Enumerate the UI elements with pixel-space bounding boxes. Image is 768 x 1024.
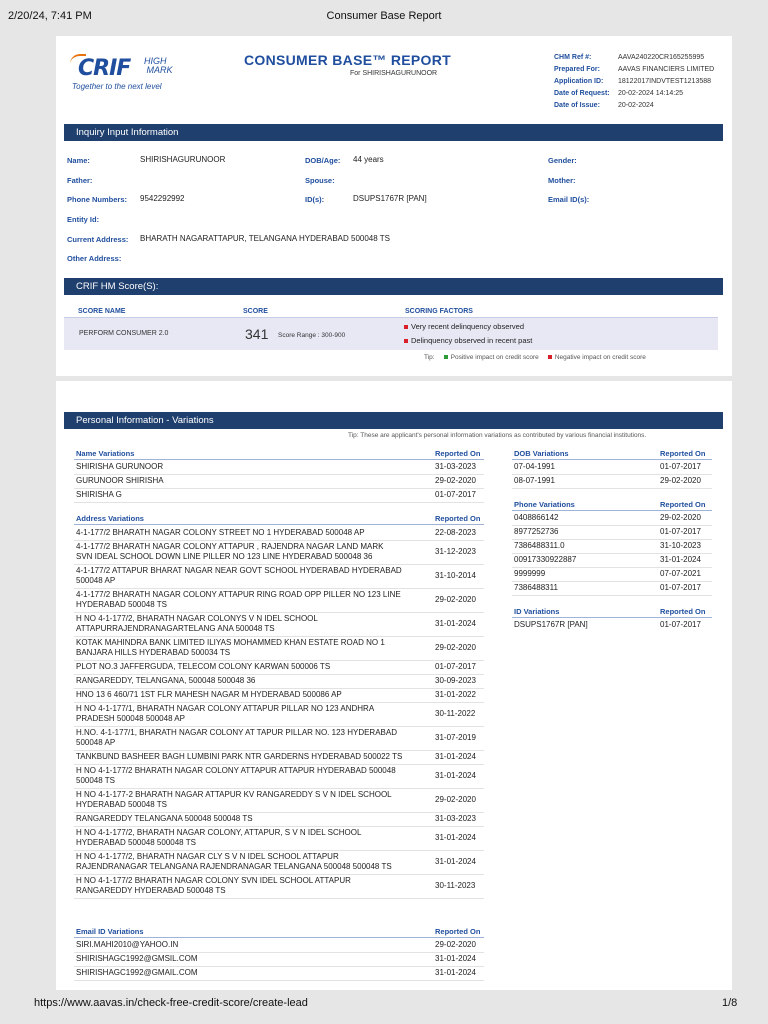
address-variation: 4-1-177/2 BHARATH NAGAR COLONY ATTAPUR , RAJENDRA NAGAR LAND MARK SVN IDEAL SCHOOL DOWN LINE PILLER NO 123 LINE HYDERABAD 500048 36 (76, 542, 384, 561)
dob-value: 44 years (353, 155, 384, 164)
score-range: Score Range : 300-900 (278, 332, 346, 339)
negative-marker-icon (404, 325, 408, 329)
address-variation: H NO 4-1-177/2, BHARATH NAGAR CLY S V N IDEL SCHOOL ATTAPUR RAJENDRANAGAR TELANGANA RAJENDRANAGAR TELANGANA 500048 500048 TS (76, 852, 392, 871)
score-name: PERFORM CONSUMER 2.0 (79, 330, 169, 337)
phone-variations-header: Phone Variations (514, 500, 575, 509)
address-variation: H NO 4-1-177/2, BHARATH NAGAR COLONYS V N IDEL SCHOOL ATTAPURRAJENDRANAGARTELANG ANA 500048 TS (76, 614, 318, 633)
address-variation: PLOT NO.3 JAFFERGUDA, TELECOM COLONY KARWAN 500006 TS (76, 662, 331, 671)
phone-label: Phone Numbers: (67, 195, 128, 204)
address-variation: RANGAREDDY TELANGANA 500048 500048 TS (76, 814, 253, 823)
negative-marker-icon (404, 339, 408, 343)
address-variation: H NO 4-1-177/1, BHARATH NAGAR COLONY ATTAPUR PILLAR NO 123 ANDHRA PRADESH 500048 500048 AP (76, 704, 375, 723)
gender-label: Gender: (548, 156, 577, 165)
name-value: SHIRISHAGURUNOOR (140, 155, 226, 164)
scoring-factor-2: Delinquency observed in recent past (404, 336, 532, 345)
score-value: 341 (245, 326, 269, 342)
meta-label: Date of Request: (554, 90, 610, 97)
print-url: https://www.aavas.in/check-free-credit-score/create-lead (34, 997, 308, 1009)
name-variation: GURUNOOR SHIRISHA (76, 476, 164, 485)
positive-marker-icon (444, 355, 448, 359)
phone-variation: 9999999 (514, 569, 546, 578)
reported-date: 30-11-2022 (435, 709, 476, 718)
reported-on-header: Reported On (435, 449, 481, 458)
address-variation: H.NO. 4-1-177/1, BHARATH NAGAR COLONY AT TAPUR PILLAR NO. 123 HYDERABAD 500048 AP (76, 728, 397, 747)
meta-row (554, 88, 714, 100)
dob-label: DOB/Age: (305, 156, 341, 165)
reported-on-header: Reported On (660, 607, 706, 616)
reported-date: 29-02-2020 (435, 795, 476, 804)
phone-value: 9542292992 (140, 194, 185, 203)
meta-value: AAVAS FINANCIERS LIMITED (618, 66, 715, 73)
print-title: Consumer Base Report (326, 10, 442, 22)
meta-row (554, 52, 714, 64)
meta-label: Prepared For: (554, 66, 600, 73)
meta-value: 20-02-2024 14:14:25 (618, 90, 683, 97)
address-variation: RANGAREDDY, TELANGANA, 500048 500048 36 (76, 676, 256, 685)
phone-variation: 7386488311.0 (514, 541, 565, 550)
reported-on-header: Reported On (435, 514, 481, 523)
report-for: For SHIRISHAGURUNOOR (350, 70, 438, 77)
inquiry-section-header: Inquiry Input Information (64, 124, 723, 141)
email-variation: SIRI.MAHI2010@YAHOO.IN (76, 940, 179, 949)
score-header: SCORE (243, 308, 268, 315)
reported-date: 29-02-2020 (660, 513, 701, 522)
address-variations-header: Address Variations (76, 514, 144, 523)
meta-row (554, 64, 714, 76)
reported-date: 31-03-2023 (435, 462, 476, 471)
scoring-factors-header: SCORING FACTORS (405, 308, 473, 315)
reported-date: 31-10-2014 (435, 571, 476, 580)
ids-value: DSUPS1767R [PAN] (353, 194, 427, 203)
report-title: CONSUMER BASE™ REPORT (244, 52, 451, 68)
name-variation: SHIRISHA GURUNOOR (76, 462, 164, 471)
personal-section-header: Personal Information - Variations (64, 412, 723, 429)
reported-date: 01-07-2017 (660, 527, 701, 536)
reported-date: 29-02-2020 (435, 476, 476, 485)
phone-variation: 7386488311 (514, 583, 558, 592)
address-variation: 4-1-177/2 BHARATH NAGAR COLONY STREET NO 1 HYDERABAD 500048 AP (76, 528, 365, 537)
dob-variation: 08-07-1991 (514, 476, 555, 485)
reported-date: 31-01-2024 (435, 619, 476, 628)
mother-label: Mother: (548, 176, 576, 185)
reported-on-header: Reported On (660, 500, 706, 509)
email-variation: SHIRISHAGC1992@GMAIL.COM (76, 968, 198, 977)
reported-date: 31-01-2024 (435, 968, 476, 977)
reported-on-header: Reported On (660, 449, 706, 458)
other-address-label: Other Address: (67, 254, 122, 263)
personal-tip: Tip: These are applicant's personal information variations as contributed by various financial institutions. (348, 432, 647, 439)
phone-variation: 8977252736 (514, 527, 559, 536)
report-meta (554, 52, 714, 112)
score-name-header: SCORE NAME (78, 308, 126, 315)
id-variations-header: ID Variations (514, 607, 560, 616)
reported-date: 31-03-2023 (435, 814, 476, 823)
reported-date: 01-07-2017 (435, 662, 476, 671)
email-variation: SHIRISHAGC1992@GMSIL.COM (76, 954, 198, 963)
meta-value: 20-02-2024 (618, 102, 654, 109)
meta-value: 18122017INDVTEST1213588 (618, 78, 712, 85)
address-variation: H NO 4-1-177-2 BHARATH NAGAR ATTAPUR KV RANGAREDDY S V N IDEL SCHOOL HYDERABAD 500048 TS (76, 790, 392, 809)
address-variation: H NO 4-1-177/2 BHARATH NAGAR COLONY SVN IDEL SCHOOL ATTAPUR RANGAREDDY HYDERABAD 500048 TS (76, 876, 351, 895)
reported-date: 07-07-2021 (660, 569, 701, 578)
reported-date: 31-01-2024 (435, 752, 476, 761)
id-variation: DSUPS1767R [PAN] (514, 620, 588, 629)
score-row (64, 318, 718, 350)
phone-variation: 00917330922887 (514, 555, 577, 564)
reported-date: 31-01-2024 (435, 857, 476, 866)
reported-date: 29-02-2020 (660, 476, 701, 485)
reported-date: 29-02-2020 (435, 940, 476, 949)
meta-value: AAVA240220CR165255995 (618, 54, 705, 61)
meta-label: Date of Issue: (554, 102, 600, 109)
meta-row (554, 76, 714, 88)
reported-date: 31-01-2024 (435, 833, 476, 842)
reported-date: 31-01-2024 (660, 555, 701, 564)
reported-date: 31-01-2022 (435, 690, 476, 699)
reported-date: 01-07-2017 (660, 462, 701, 471)
reported-date: 01-07-2017 (435, 490, 476, 499)
logo-brand: CRIF (78, 56, 131, 81)
report-page-1 (56, 36, 732, 376)
name-variation: SHIRISHA G (76, 490, 122, 499)
father-label: Father: (67, 176, 93, 185)
reported-date: 30-09-2023 (435, 676, 476, 685)
logo-sub: HIGH MARK (144, 56, 173, 75)
reported-date: 30-11-2023 (435, 881, 476, 890)
address-variation: HNO 13 6 460/71 1ST FLR MAHESH NAGAR M HYDERABAD 500086 AP (76, 690, 342, 699)
print-page-number: 1/8 (722, 997, 738, 1009)
reported-date: 01-07-2017 (660, 620, 701, 629)
report-page-1-continued (56, 381, 732, 990)
address-variation: H NO 4-1-177/2, BHARATH NAGAR COLONY, ATTAPUR, S V N IDEL SCHOOL HYDERABAD 500048 500048 TS (76, 828, 362, 847)
name-label: Name: (67, 156, 90, 165)
reported-date: 31-07-2019 (435, 733, 476, 742)
meta-row (554, 100, 714, 112)
dob-variations-header: DOB Variations (514, 449, 569, 458)
reported-date: 31-12-2023 (435, 547, 476, 556)
address-variation: 4-1-177/2 ATTAPUR BHARAT NAGAR NEAR GOVT SCHOOL HYDERABAD HYDERABAD 500048 AP (76, 566, 402, 585)
reported-date: 31-01-2024 (435, 954, 476, 963)
reported-date: 22-08-2023 (435, 528, 476, 537)
email-variations-header: Email ID Variations (76, 927, 144, 936)
address-variation: H NO 4-1-177/2 BHARATH NAGAR COLONY ATTAPUR ATTAPUR HYDERABAD 500048 500048 TS (76, 766, 396, 785)
reported-on-header: Reported On (435, 927, 481, 936)
current-address-value: BHARATH NAGARATTAPUR, TELANGANA HYDERABAD 500048 TS (140, 234, 390, 243)
crif-logo (70, 54, 180, 94)
score-legend: Tip: Positive impact on credit score Negative impact on credit score (424, 354, 646, 361)
scoring-factor-1: Very recent delinquency observed (404, 322, 524, 331)
address-variation: 4-1-177/2 BHARATH NAGAR COLONY ATTAPUR RING ROAD OPP PILLER NO 123 LINE HYDERABAD 500048 TS (76, 590, 401, 609)
logo-tagline: Together to the next level (72, 82, 162, 91)
dob-variation: 07-04-1991 (514, 462, 555, 471)
negative-marker-icon (548, 355, 552, 359)
reported-date: 31-01-2024 (435, 771, 476, 780)
spouse-label: Spouse: (305, 176, 335, 185)
email-label: Email ID(s): (548, 195, 590, 204)
reported-date: 01-07-2017 (660, 583, 701, 592)
phone-variation: 0408866142 (514, 513, 559, 522)
print-footer (0, 994, 768, 1014)
print-header (0, 0, 768, 28)
ids-label: ID(s): (305, 195, 325, 204)
address-variation: KOTAK MAHINDRA BANK LIMITED ILIYAS MOHAMMED KHAN ESTATE ROAD NO 1 BANJARA HILLS HYDERABAD 500034 TS (76, 638, 385, 657)
print-datetime: 2/20/24, 7:41 PM (8, 10, 92, 22)
reported-date: 29-02-2020 (435, 643, 476, 652)
meta-label: Application ID: (554, 78, 604, 85)
current-address-label: Current Address: (67, 235, 129, 244)
meta-label: CHM Ref #: (554, 54, 592, 61)
address-variation: TANKBUND BASHEER BAGH LUMBINI PARK NTR GARDERNS HYDERABAD 500022 TS (76, 752, 403, 761)
reported-date: 29-02-2020 (435, 595, 476, 604)
entity-label: Entity Id: (67, 215, 100, 224)
name-variations-header: Name Variations (76, 449, 135, 458)
score-section-header: CRIF HM Score(S): (64, 278, 723, 295)
reported-date: 31-10-2023 (660, 541, 701, 550)
